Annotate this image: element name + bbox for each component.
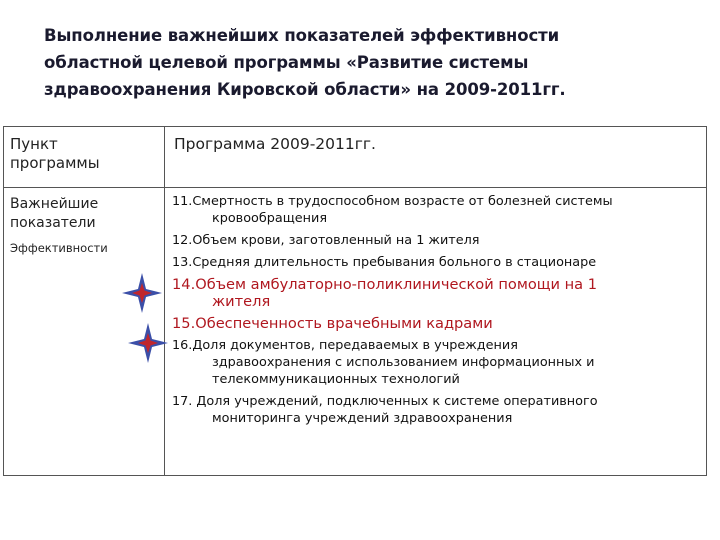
header-right-cell: Программа 2009-2011гг. — [174, 135, 376, 153]
slide-title — [44, 22, 684, 103]
list-item-highlighted — [172, 276, 702, 310]
list-item — [172, 337, 702, 388]
list-item — [172, 393, 702, 427]
item-16-line-2: здравоохранения с использованием информационных и — [212, 355, 595, 370]
list-item-highlighted — [172, 315, 702, 332]
header-left-line-2: программы — [10, 154, 100, 172]
indicators-table — [3, 126, 707, 476]
item-12-line-1: 12.Объем крови, заготовленный на 1 жителя — [172, 233, 480, 248]
star-marker-icon — [122, 273, 162, 313]
item-11-line-1: 11.Смертность в трудоспособном возрасте от болезней системы — [172, 194, 613, 209]
header-left-line-1: Пункт — [10, 135, 58, 153]
item-14-line-1: 14.Объем амбулаторно-поликлинической помощи на 1 — [172, 276, 598, 293]
item-14-line-2: жителя — [212, 293, 271, 310]
title-line-2: областной целевой программы «Развитие системы — [44, 53, 529, 72]
item-13-line-1: 13.Средняя длительность пребывания больного в стационаре — [172, 255, 597, 270]
item-16-line-3: телекоммуникационных технологий — [212, 372, 460, 387]
star-marker-core — [138, 333, 158, 353]
left-line-3: Эффективности — [10, 241, 108, 255]
indicators-list — [172, 193, 702, 432]
header-left-cell — [10, 135, 100, 173]
item-15-line-1: 15.Обеспеченность врачебными кадрами — [172, 315, 493, 332]
left-line-2: показатели — [10, 215, 96, 231]
title-line-3: здравоохранения Кировской области» на 2009-2011гг. — [44, 80, 566, 99]
star-marker-core — [132, 283, 152, 303]
list-item — [172, 193, 702, 227]
title-line-1: Выполнение важнейших показателей эффективности — [44, 26, 560, 45]
indicators-label-cell — [10, 195, 108, 258]
star-marker-icon — [128, 323, 168, 363]
item-11-line-2: кровообращения — [212, 211, 328, 226]
item-17-line-1: 17. Доля учреждений, подключенных к системе оперативного — [172, 394, 598, 409]
item-16-line-1: 16.Доля документов, передаваемых в учреждения — [172, 338, 518, 353]
left-line-1: Важнейшие — [10, 196, 99, 212]
list-item — [172, 254, 702, 271]
item-17-line-2: мониторинга учреждений здравоохранения — [212, 411, 513, 426]
table-header-row — [4, 127, 706, 188]
list-item — [172, 232, 702, 249]
